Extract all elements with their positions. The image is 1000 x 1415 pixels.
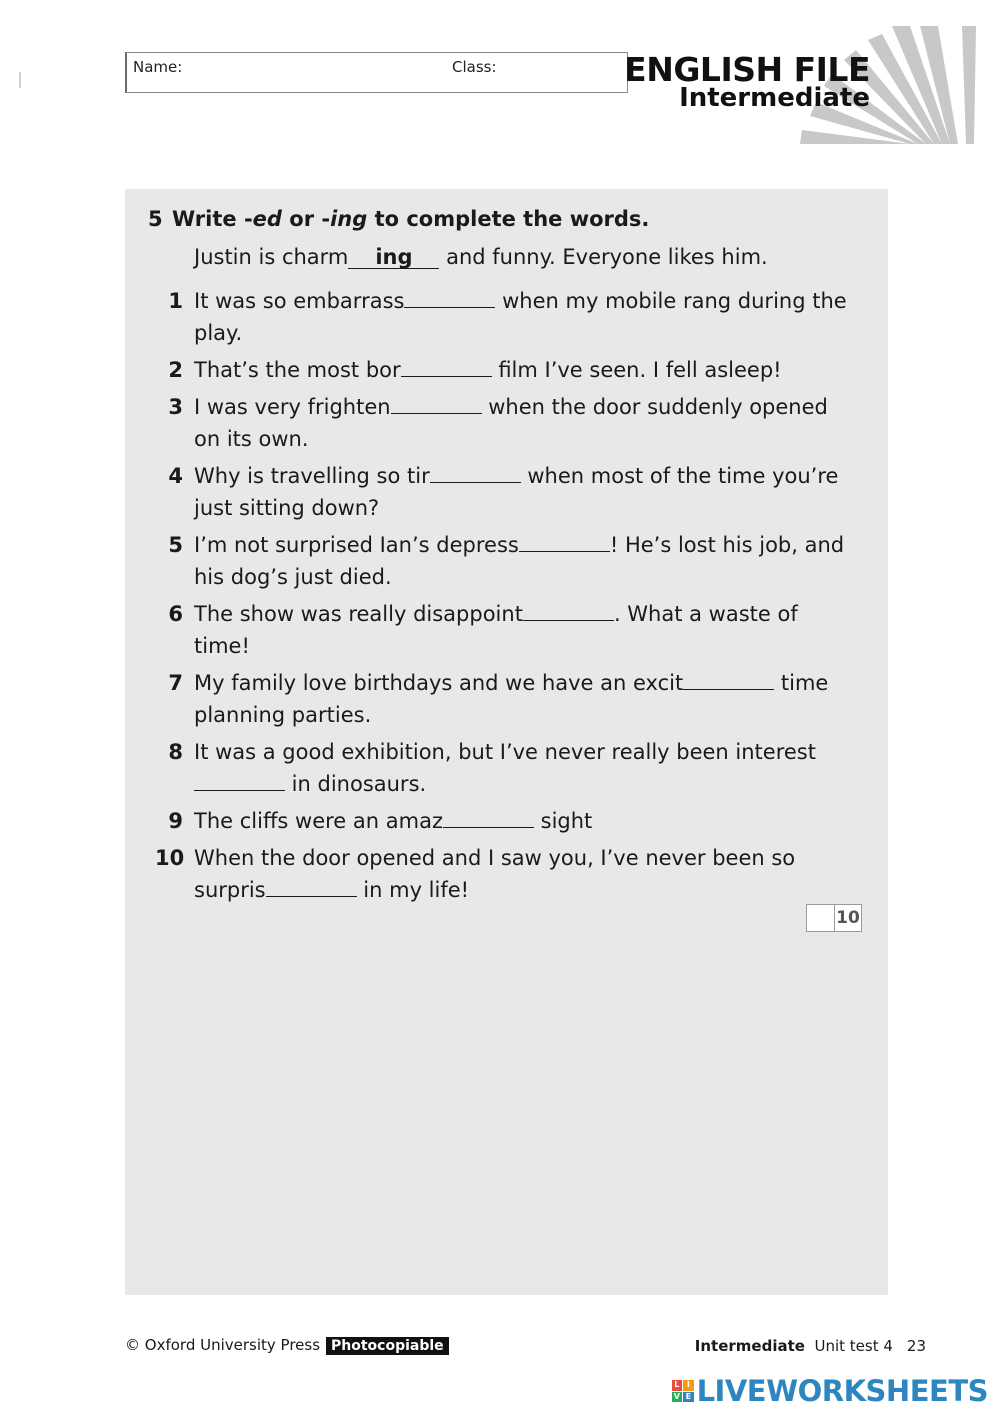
question-text-before: I was very frighten [194,395,391,419]
question-list [155,285,855,911]
question-number: 8 [168,740,183,764]
score-total: 10 [836,908,860,928]
question-number: 7 [168,671,183,695]
question-text-before: My family love birthdays and we have an excit [194,671,684,695]
question-text-before: That’s the most bor [194,358,401,382]
copyright [125,1336,449,1355]
exercise-number: 5 [148,207,163,231]
question-text-after: sight [533,809,593,833]
instruction-ed: ed [252,207,282,231]
question-number: 9 [168,809,183,833]
photocopiable-badge: Photocopiable [326,1337,449,1355]
question-item [155,598,855,662]
unit-info [695,1337,926,1355]
question-item [155,285,855,349]
question-text-before: I’m not surprised Ian’s depress [194,533,519,557]
example-sentence [194,245,768,269]
question-text-after: ! He’s lost his job, and his dog’s just died. [194,533,845,589]
answer-blank[interactable] [401,376,492,377]
example-before: Justin is charm [194,245,349,269]
question-number: 10 [155,846,185,870]
brand-subtitle: Intermediate [679,83,870,113]
brand-logo [620,26,980,146]
answer-blank[interactable] [391,413,482,414]
instruction-part: or - [281,207,331,231]
answer-blank[interactable] [683,689,774,690]
exercise-panel [125,189,888,1295]
level-label: Intermediate [694,1337,805,1355]
question-text-before: Why is travelling so tir [194,464,430,488]
question-text-after: when most of the time you’re just sitting down? [194,464,839,520]
liveworksheets-icon: L I V E [672,1380,694,1402]
answer-blank[interactable] [430,482,521,483]
question-item [155,529,855,593]
answer-blank[interactable] [519,551,610,552]
copyright-text: © Oxford University Press [125,1336,321,1354]
instruction-part: Write - [172,207,253,231]
question-text-after: . What a waste of time! [194,602,798,658]
score-box [806,904,862,932]
answer-blank[interactable] [523,620,614,621]
question-text-after: film I’ve seen. I fell asleep! [491,358,782,382]
question-number: 1 [168,289,183,313]
question-item [155,460,855,524]
page-number: 23 [906,1337,926,1355]
question-item [155,805,855,837]
question-number: 5 [168,533,183,557]
question-item [155,667,855,731]
liveworksheets-logo [672,1373,988,1409]
question-text-before: It was a good exhibition, but I’ve never really been interest [194,740,816,764]
example-answer: ing [348,246,439,269]
question-item [155,354,855,386]
question-item [155,736,855,800]
unit-label: Unit test 4 [814,1337,893,1355]
question-number: 4 [168,464,183,488]
liveworksheets-text: LIVEWORKSHEETS [696,1374,988,1408]
question-text-after: time planning parties. [194,671,829,727]
name-class-box [125,52,628,93]
question-text-before: It was so embarrass [194,289,405,313]
instruction-ing: ing [330,207,368,231]
question-text-before: When the door opened and I saw you, I’ve never been so surpris [194,846,796,902]
question-text-before: The cliffs were an amaz [194,809,443,833]
question-text-after: in dinosaurs. [285,772,427,796]
answer-blank[interactable] [266,896,357,897]
score-input[interactable] [807,905,835,931]
answer-blank[interactable] [443,827,534,828]
question-text-after: when my mobile rang during the play. [194,289,847,345]
example-after: and funny. Everyone likes him. [439,245,768,269]
brand-title: ENGLISH FILE [624,50,870,89]
question-text-after: when the door suddenly opened on its own. [194,395,828,451]
question-item [155,391,855,455]
question-number: 3 [168,395,183,419]
question-text-after: in my life! [356,878,470,902]
instruction-part: to complete the words. [367,207,650,231]
answer-blank[interactable] [404,307,495,308]
name-label: Name: [133,58,183,76]
answer-blank[interactable] [194,790,285,791]
scan-mark [19,72,21,88]
class-label: Class: [452,58,497,76]
question-number: 2 [168,358,183,382]
exercise-heading [148,207,649,231]
question-number: 6 [168,602,183,626]
question-text-before: The show was really disappoint [194,602,523,626]
question-item [155,842,855,906]
